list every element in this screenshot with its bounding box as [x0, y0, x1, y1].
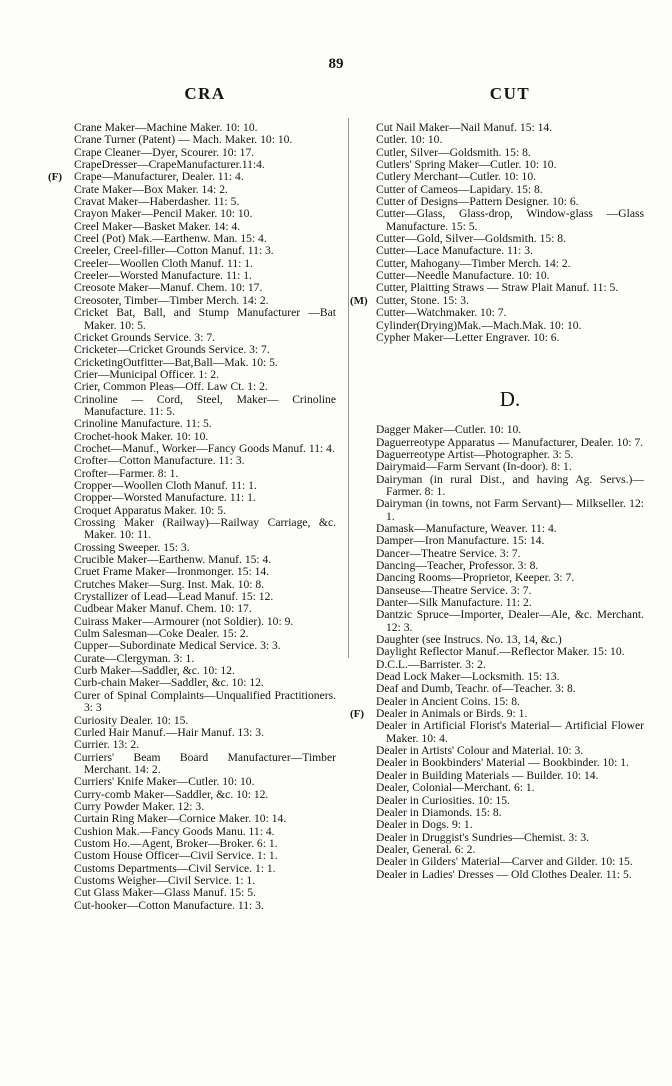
entry-text: Cushion Mak.—Fancy Goods Manu. 11: 4. [74, 824, 275, 838]
entry-text: Curriers' Beam Board Manufacturer—Timber Merchant. 14: 2. [74, 750, 336, 776]
index-entry [74, 307, 336, 332]
entry-marker: (F) [350, 708, 365, 721]
entry-text: Creosoter, Timber—Timber Merch. 14: 2. [74, 293, 269, 307]
entry-text: Dealer in Bookbinders' Material — Bookbinder. 10: 1. [376, 756, 629, 770]
entry-text: Cutter—Glass, Glass-drop, Window-glass —Glass Manufacture. 15: 5. [376, 207, 644, 233]
entry-text: Curry-comb Maker—Saddler, &c. 10: 12. [74, 787, 269, 801]
entry-text: Dantzic Spruce—Importer, Dealer—Ale, &c. Merchant. 12: 3. [376, 608, 644, 634]
index-entry [376, 332, 644, 344]
entry-text: Cutter, Mahogany—Timber Merch. 14: 2. [376, 256, 571, 270]
left-entries [48, 121, 336, 912]
entry-text: Crate Maker—Box Maker. 14: 2. [74, 182, 228, 196]
running-head-right: CUT [489, 84, 531, 103]
entry-text: CricketingOutfitter—Bat,Ball—Mak. 10: 5. [74, 355, 278, 369]
entry-text: Crystallizer of Lead—Lead Manuf. 15: 12. [74, 590, 274, 604]
entry-text: Cutter of Cameos—Lapidary. 15: 8. [376, 182, 543, 196]
entry-text: Cropper—Woollen Cloth Manuf. 11: 1. [74, 478, 257, 492]
entry-text: Croquet Apparatus Maker. 10: 5. [74, 503, 226, 517]
entry-text: Dealer in Curiosities. 10: 15. [376, 793, 510, 807]
entry-text: Customs Weigher—Civil Service. 1: 1. [74, 873, 256, 887]
entry-text: Cuirass Maker—Armourer (not Soldier). 10: 9. [74, 614, 294, 628]
entry-text: Cutter, Stone. 15: 3. [376, 293, 469, 307]
page-number: 89 [328, 56, 344, 72]
entry-text: Deaf and Dumb, Teachr. of—Teacher. 3: 8. [376, 682, 576, 696]
entry-text: Curb-chain Maker—Saddler, &c. 10: 12. [74, 676, 264, 690]
entry-text: Custom House Officer—Civil Service. 1: 1. [74, 849, 278, 863]
entry-text: Cravat Maker—Haberdasher. 11: 5. [74, 195, 240, 209]
entry-text: Crochet-hook Maker. 10: 10. [74, 429, 209, 443]
entry-text: Crossing Sweeper. 15: 3. [74, 540, 190, 554]
entry-text: Dancing—Teacher, Professor. 3: 8. [376, 558, 539, 572]
entry-text: Dealer in Artists' Colour and Material. 10: 3. [376, 744, 584, 758]
entry-text: Cut Glass Maker—Glass Manuf. 15: 5. [74, 886, 256, 900]
entry-text: Crinoline — Cord, Steel, Maker— Crinoline Manufacture. 11: 5. [74, 392, 336, 418]
entry-text: Cutler, Silver—Goldsmith. 15: 8. [376, 145, 531, 159]
entry-text: Cut Nail Maker—Nail Manuf. 15: 14. [376, 121, 553, 134]
entry-text: Daguerreotype Artist—Photographer. 3: 5. [376, 447, 574, 461]
entry-text: Curry Powder Maker. 12: 3. [74, 799, 205, 813]
entry-text: Daughter (see Instrucs. No. 13, 14, &c.) [376, 633, 562, 647]
index-entry [74, 690, 336, 715]
entry-text: Cudbear Maker Manuf. Chem. 10: 17. [74, 602, 252, 616]
entry-text: Crier, Common Pleas—Off. Law Ct. 1: 2. [74, 380, 268, 394]
entry-text: Curled Hair Manuf.—Hair Manuf. 13: 3. [74, 725, 264, 739]
entry-text: Crofter—Cotton Manufacture. 11: 3. [74, 454, 245, 468]
entry-text: Cutler. 10: 10. [376, 133, 443, 147]
entry-text: Cricket Grounds Service. 3: 7. [74, 330, 216, 344]
entry-text: Creel Maker—Basket Maker. 14: 4. [74, 219, 241, 233]
index-entry [74, 394, 336, 419]
entry-text: Creel (Pot) Mak.—Earthenw. Man. 15: 4. [74, 232, 267, 246]
entry-text: Curtain Ring Maker—Cornice Maker. 10: 14. [74, 812, 287, 826]
entry-text: Dealer in Diamonds. 15: 8. [376, 805, 502, 819]
entry-text: Damper—Iron Manufacture. 15: 14. [376, 534, 545, 548]
index-entry [74, 752, 336, 777]
entry-text: Dealer, General. 6: 2. [376, 842, 476, 856]
index-entry [376, 720, 644, 745]
entry-text: Dairyman (in towns, not Farm Servant)— Milkseller. 12: 1. [376, 497, 644, 523]
entry-marker: (F) [48, 171, 63, 184]
entry-text: Cutlers' Spring Maker—Cutler. 10: 10. [376, 158, 557, 172]
right-column [350, 84, 644, 881]
entry-text: Cutter—Watchmaker. 10: 7. [376, 306, 507, 320]
entry-text: Crane Maker—Machine Maker. 10: 10. [74, 121, 258, 134]
entry-text: Crossing Maker (Railway)—Railway Carriage, &c. Maker. 10: 11. [74, 516, 336, 542]
entry-text: D.C.L.—Barrister. 3: 2. [376, 657, 486, 671]
right-entries [350, 121, 644, 344]
entry-text: Crofter—Farmer. 8: 1. [74, 466, 179, 480]
entry-text: Cropper—Worsted Manufacture. 11: 1. [74, 491, 256, 505]
entry-text: Cutter of Designs—Pattern Designer. 10: 6. [376, 195, 579, 209]
d-entries [350, 423, 644, 881]
entry-text: Dealer in Druggist's Sundries—Chemist. 3: 3. [376, 830, 590, 844]
entry-text: Cruet Frame Maker—Ironmonger. 15: 14. [74, 565, 270, 579]
column-divider [348, 118, 349, 658]
entry-text: Danter—Silk Manufacture. 11: 2. [376, 596, 532, 609]
entry-text: Cricketer—Cricket Grounds Service. 3: 7. [74, 343, 270, 357]
entry-text: Danseuse—Theatre Service. 3: 7. [376, 583, 532, 597]
entry-text: Crayon Maker—Pencil Maker. 10: 10. [74, 207, 253, 221]
entry-text: Cutlery Merchant—Cutler. 10: 10. [376, 170, 537, 184]
entry-text: Cylinder(Drying)Mak.—Mach.Mak. 10: 10. [376, 318, 582, 332]
entry-text: Crochet—Manuf., Worker—Fancy Goods Manuf. 11: 4. [74, 441, 335, 455]
entry-text: Creeler—Woollen Cloth Manuf. 11: 1. [74, 256, 253, 270]
entry-text: Crutches Maker—Surg. Inst. Mak. 10: 8. [74, 577, 265, 591]
entry-text: Cut-hooker—Cotton Manufacture. 11: 3. [74, 898, 264, 912]
entry-text: Crier—Municipal Officer. 1: 2. [74, 367, 219, 381]
entry-text: Cutter—Lace Manufacture. 11: 3. [376, 244, 533, 258]
entry-text: Dealer, Colonial—Merchant. 6: 1. [376, 781, 535, 795]
left-column [48, 84, 336, 912]
entry-text: Culm Salesman—Coke Dealer. 15: 2. [74, 627, 249, 641]
entry-text: Daylight Reflector Manuf.—Reflector Maker. 15: 10. [376, 645, 625, 659]
entry-text: Curer of Spinal Complaints—Unqualified Practitioners. 3: 3 [74, 688, 336, 715]
entry-text: Cutter—Gold, Silver—Goldsmith. 15: 8. [376, 232, 567, 246]
entry-text: Crane Turner (Patent) — Mach. Maker. 10: 10. [74, 133, 293, 147]
entry-text: Cutter, Plaitting Straws — Straw Plait Manuf. 11: 5. [376, 281, 619, 295]
entry-text: Creosote Maker—Manuf. Chem. 10: 17. [74, 281, 263, 295]
entry-text: Dead Lock Maker—Locksmith. 15: 13. [376, 670, 560, 684]
entry-text: Customs Departments—Civil Service. 1: 1. [74, 861, 276, 875]
entry-text: Creeler—Worsted Manufacture. 11: 1. [74, 269, 252, 283]
entry-text: Dagger Maker—Cutler. 10: 10. [376, 423, 522, 437]
entry-text: Dealer in Artificial Florist's Material— Artificial Flower Maker. 10: 4. [376, 719, 644, 745]
entry-text: Dealer in Dogs. 9: 1. [376, 818, 473, 832]
entry-text: Creeler, Creel-filler—Cotton Manuf. 11: 3. [74, 244, 274, 258]
index-entry [376, 869, 644, 881]
entry-text: Damask—Manufacture, Weaver. 11: 4. [376, 521, 557, 535]
entry-text: CrapeDresser—CrapeManufacturer.11:4. [74, 158, 265, 172]
entry-text: Cutter—Needle Manufacture. 10: 10. [376, 269, 550, 283]
entry-text: Currier. 13: 2. [74, 738, 140, 752]
entry-text: Crape Cleaner—Dyer, Scourer. 10: 17. [74, 145, 255, 159]
entry-text: Crinoline Manufacture. 11: 5. [74, 417, 212, 431]
entry-text: Dairyman (in rural Dist., and having Ag. Servs.)—Farmer. 8: 1. [376, 472, 644, 498]
entry-text: Curate—Clergyman. 3: 1. [74, 651, 195, 665]
entry-marker: (M) [350, 294, 368, 307]
entry-text: Curb Maker—Saddler, &c. 10: 12. [74, 664, 235, 678]
entry-text: Dealer in Animals or Birds. 9: 1. [376, 707, 528, 721]
index-entry [376, 498, 644, 523]
entry-text: Curriers' Knife Maker—Cutler. 10: 10. [74, 775, 255, 789]
entry-text: Daguerreotype Apparatus — Manufacturer, Dealer. 10: 7. [376, 435, 644, 449]
index-entry [376, 609, 644, 634]
entry-text: Dealer in Ancient Coins. 15: 8. [376, 694, 520, 708]
section-letter-d: D. [499, 387, 521, 412]
entry-text: Cypher Maker—Letter Engraver. 10: 6. [376, 330, 560, 344]
entry-text: Dealer in Ladies' Dresses — Old Clothes Dealer. 11: 5. [376, 867, 632, 881]
running-head-left: CRA [184, 84, 226, 103]
entry-text: Dairymaid—Farm Servant (In-door). 8: 1. [376, 460, 572, 474]
entry-text: Crucible Maker—Earthenw. Manuf. 15: 4. [74, 553, 272, 567]
index-entry [376, 474, 644, 499]
entry-text: Curiosity Dealer. 10: 15. [74, 713, 189, 727]
entry-text: Dancing Rooms—Proprietor, Keeper. 3: 7. [376, 571, 575, 585]
entry-text: Dancer—Theatre Service. 3: 7. [376, 546, 521, 560]
entry-text: Crape—Manufacturer, Dealer. 11: 4. [74, 170, 244, 184]
entry-text: Dealer in Building Materials — Builder. 10: 14. [376, 768, 599, 782]
entry-text: Cupper—Subordinate Medical Service. 3: 3. [74, 639, 281, 653]
entry-text: Custom Ho.—Agent, Broker—Broker. 6: 1. [74, 836, 278, 850]
entry-text: Dealer in Gilders' Material—Carver and Gilder. 10: 15. [376, 855, 633, 869]
entry-text: Cricket Bat, Ball, and Stump Manufacturer —Bat Maker. 10: 5. [74, 306, 336, 332]
index-entry [376, 208, 644, 233]
index-entry [74, 900, 336, 912]
index-entry [74, 517, 336, 542]
